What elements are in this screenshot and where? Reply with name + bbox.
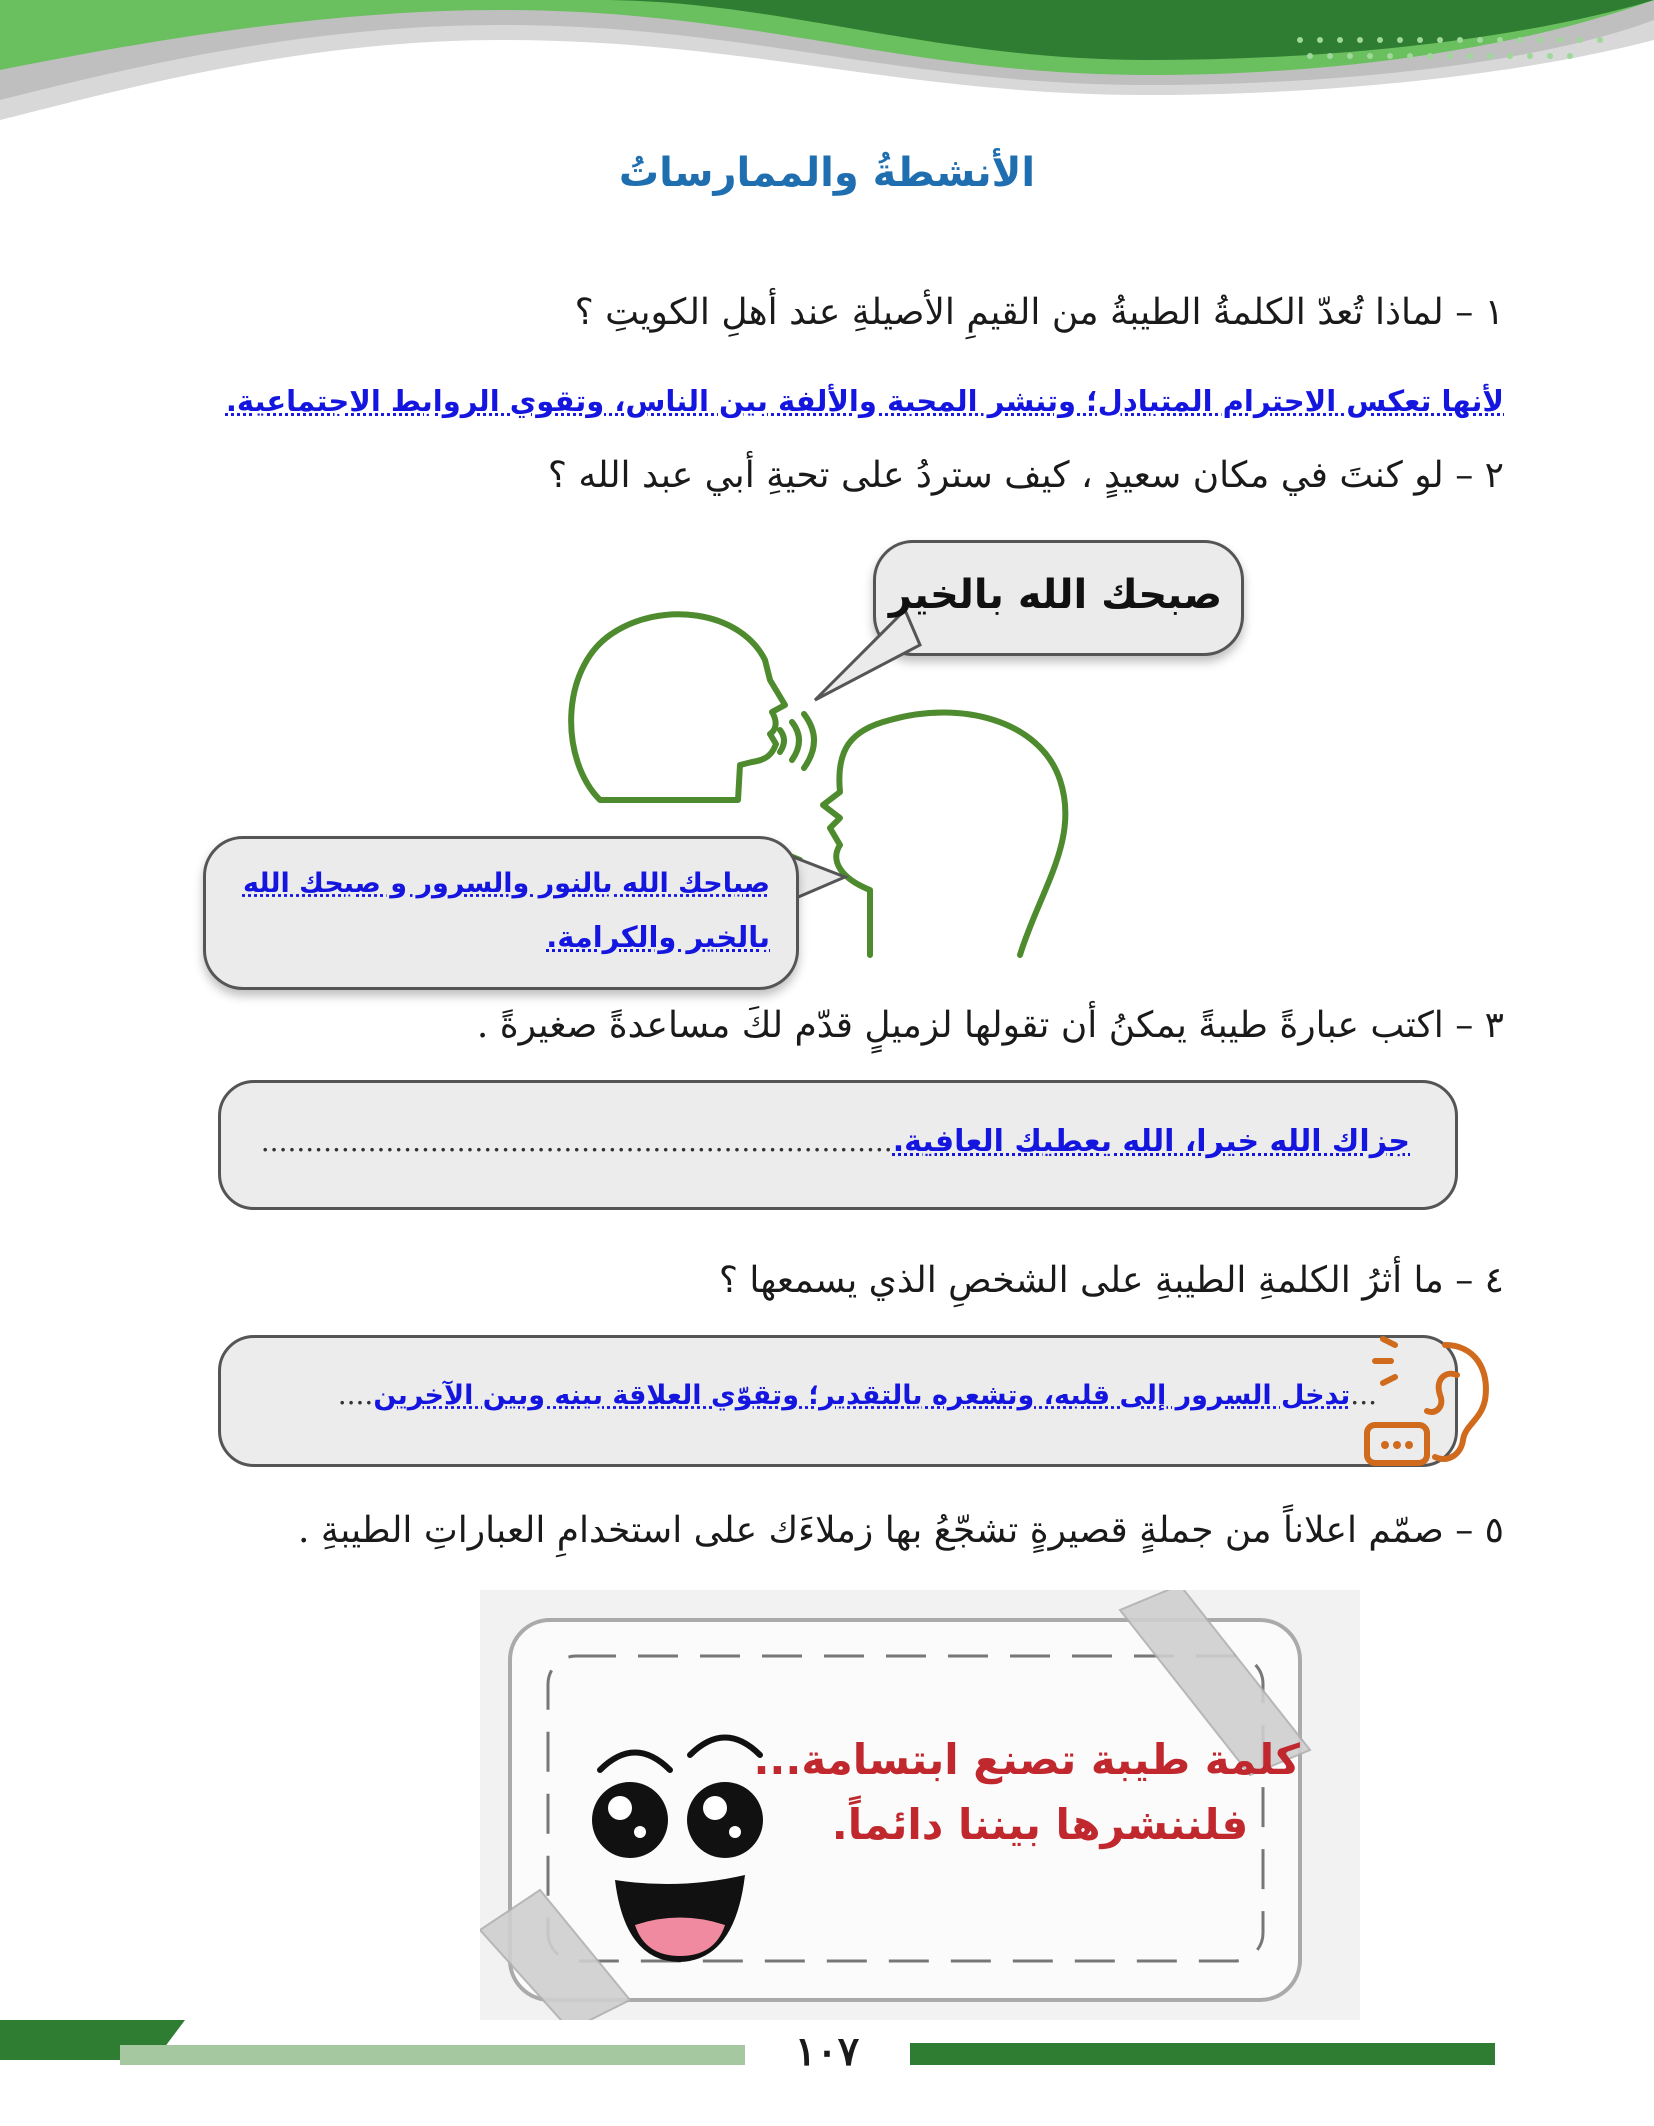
answer-4-line: ...تدخل السرور إلى قلبه، وتشعره بالتقدير؛ وتقوّي العلاقة بينه وبين الآخرين.... [337, 1378, 1377, 1411]
ear-listening-icon [1355, 1325, 1495, 1475]
poster-line-1: كلمة طيبة تصنع ابتسامة... [753, 1735, 1300, 1784]
answer-2-line-1: صباحك الله بالنور والسرور و صبحك الله [242, 868, 770, 899]
question-2: ٢ – لو كنتَ في مكان سعيدٍ ، كيف ستردُ على تحيةِ أبي عبد الله ؟ [547, 455, 1504, 496]
question-5: ٥ – صمّم اعلاناً من جملةٍ قصيرةٍ تشجّعُ بها زملاءَك على استخدامِ العباراتِ الطيبةِ . [298, 1510, 1504, 1551]
answer-3: جزاك الله خيرا، الله يعطيك العافية. [892, 1124, 1410, 1159]
header-wave-decoration [0, 0, 1654, 170]
poster-line-2: فلننشرها بيننا دائماً. [831, 1800, 1249, 1849]
question-1: ١ – لماذا تُعدّ الكلمةُ الطيبةُ من القيمِ الأصيلةِ عند أهلِ الكويتِ ؟ [574, 292, 1504, 333]
answer-1: لأنها تعكس الاحترام المتبادل؛ وتنشر المحبة والألفة بين الناس، وتقوي الروابط الاجتماعية. [225, 384, 1504, 418]
answer-2-line-2: بالخير والكرامة. [546, 920, 770, 954]
listener-head-icon [823, 713, 1065, 956]
question-3: ٣ – اكتب عبارةً طيبةً يمكنُ أن تقولها لزميلٍ قدّم لكَ مساعدةً صغيرةً . [476, 1005, 1504, 1046]
page-number: ١٠٧ [794, 2028, 860, 2075]
speaker-greeting: صبحك الله بالخير [888, 572, 1223, 618]
reply-speech-bubble [203, 836, 799, 990]
speaker-head-icon [571, 614, 785, 800]
question-4: ٤ – ما أثرُ الكلمةِ الطيبةِ على الشخصِ الذي يسمعها ؟ [718, 1260, 1504, 1301]
page-title: الأنشطةُ والممارساتُ [618, 150, 1036, 196]
answer-4: تدخل السرور إلى قلبه، وتشعره بالتقدير؛ وتقوّي العلاقة بينه وبين الآخرين [373, 1380, 1351, 1411]
answer-3-line: جزاك الله خيرا، الله يعطيك العافية........................................................................ [260, 1124, 1410, 1159]
